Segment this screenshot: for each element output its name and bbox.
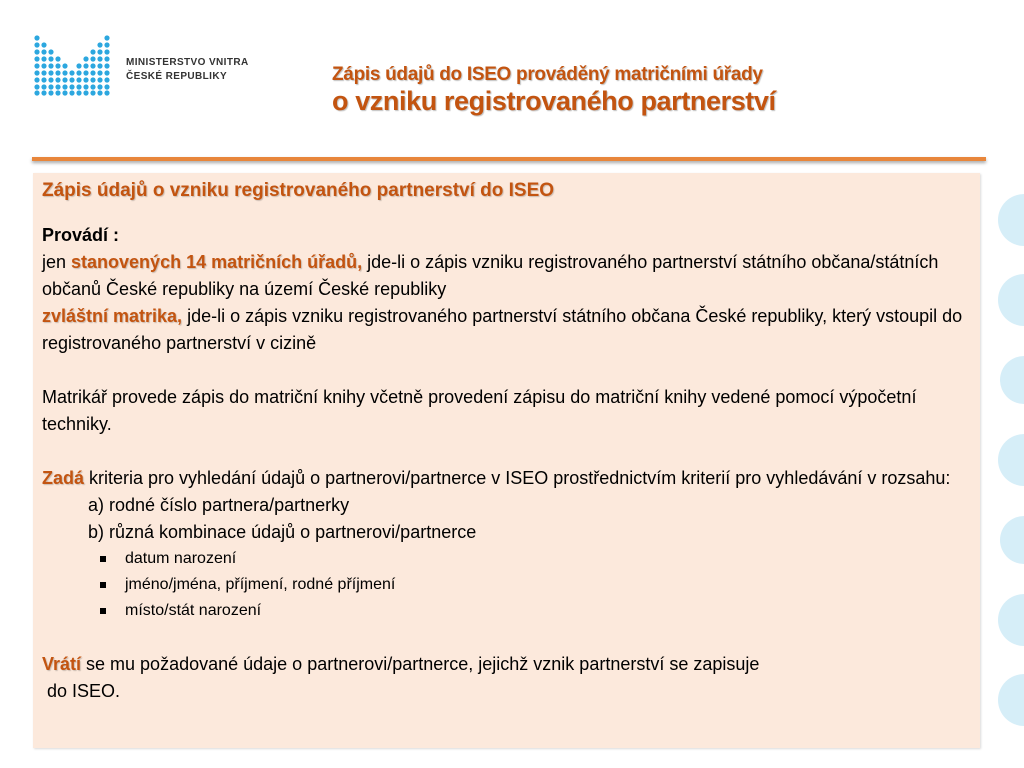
p1-text: jde-li o zápis vzniku registrovaného partnerství státního občana/státních občanů České republiky na území České republiky [42, 252, 939, 299]
title-line-1: Zápis údajů do ISEO prováděný matričními úřady [332, 64, 763, 85]
item-a: a) rodné číslo partnera/partnerky [88, 495, 350, 515]
paragraph-matricni-urady [42, 249, 982, 303]
p2-text: jde-li o zápis vzniku registrovaného partnerství státního občana České republiky, který vstoupil do registrovaného partnerství v cizině [42, 306, 963, 353]
ministry-name [126, 56, 249, 84]
criteria-list [42, 546, 982, 624]
slide-content [42, 178, 982, 705]
list-item: jméno/jména, příjmení, rodné příjmení [100, 572, 982, 598]
paragraph-vrati [42, 651, 982, 678]
p5-highlight: Vrátí [42, 654, 82, 674]
content-heading: Zápis údajů o vzniku registrovaného partnerství do ISEO [42, 180, 555, 201]
paragraph-zvlastni-matrika [42, 303, 982, 357]
paragraph-matrikar: Matrikář provede zápis do matriční knihy včetně provedení zápisu do matriční knihy vedené pomocí výpočetní techniky. [42, 387, 917, 434]
p1-highlight: stanovených 14 matričních úřadů, [71, 252, 363, 272]
provadi-label: Provádí : [42, 225, 120, 245]
title-line-2: o vzniku registrovaného partnerství [332, 86, 776, 116]
title-divider [32, 157, 986, 161]
p5-line-2: do ISEO. [42, 681, 121, 701]
p1-prefix: jen [42, 252, 72, 272]
paragraph-zada [42, 465, 982, 492]
p4-highlight: Zadá [42, 468, 85, 488]
ministry-line-2: ČESKÉ REPUBLIKY [126, 71, 228, 82]
p5-text: se mu požadované údaje o partnerovi/partnerce, jejichž vznik partnerství se zapisuje [81, 654, 760, 674]
slide-title [332, 64, 776, 117]
p4-text: kriteria pro vyhledání údajů o partnerovi/partnerce v ISEO prostřednictvím kriterií pro vyhledávání v rozsahu: [84, 468, 951, 488]
p2-highlight: zvláštní matrika, [42, 306, 183, 326]
list-item: místo/stát narození [100, 598, 982, 624]
decorative-circles [984, 180, 1024, 768]
ministry-logo-icon [33, 34, 117, 96]
ministry-line-1: MINISTERSTVO VNITRA [126, 57, 249, 68]
list-item: datum narození [100, 546, 982, 572]
item-b: b) různá kombinace údajů o partnerovi/partnerce [88, 522, 477, 542]
